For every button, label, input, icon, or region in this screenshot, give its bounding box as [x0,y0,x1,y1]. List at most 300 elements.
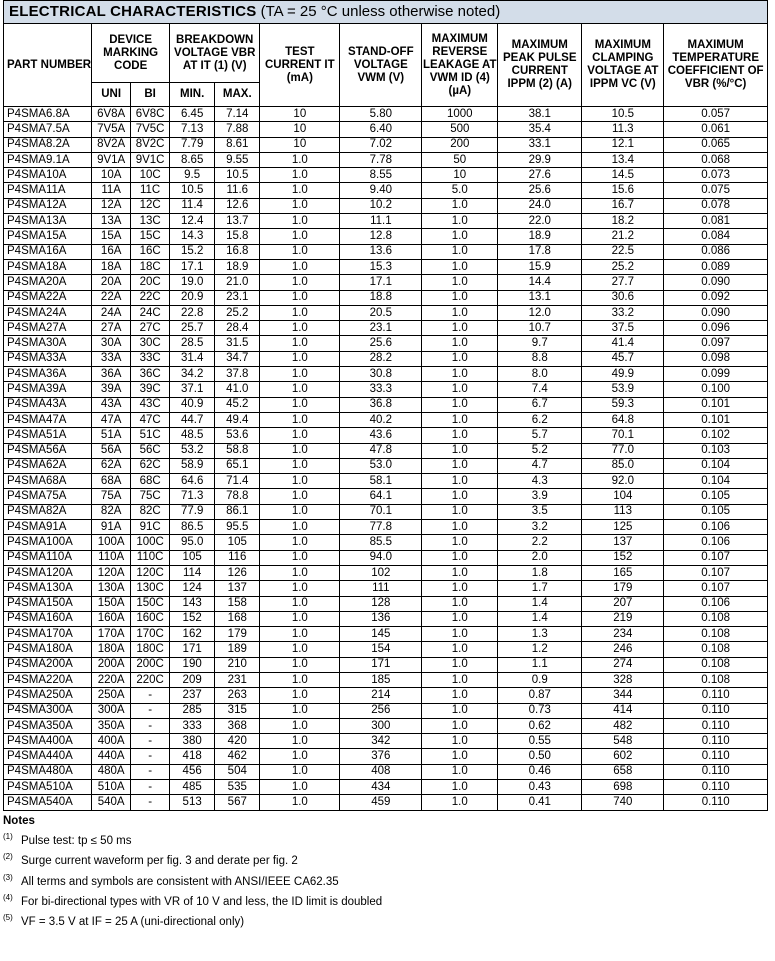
cell-part-number: P4SMA440A [4,749,92,764]
cell-clamping-voltage: 22.5 [582,244,664,259]
cell-vbr-min: 285 [170,703,215,718]
cell-marking-uni: 300A [92,703,131,718]
cell-test-current: 1.0 [260,152,340,167]
cell-part-number: P4SMA150A [4,596,92,611]
cell-reverse-leakage: 500 [422,122,498,137]
cell-marking-bi: 47C [131,412,170,427]
cell-marking-bi: 12C [131,198,170,213]
cell-standoff-voltage: 43.6 [340,428,422,443]
cell-clamping-voltage: 59.3 [582,397,664,412]
cell-marking-bi: 39C [131,382,170,397]
cell-peak-pulse-current: 0.62 [498,718,582,733]
cell-peak-pulse-current: 35.4 [498,122,582,137]
cell-marking-uni: 20A [92,275,131,290]
cell-marking-uni: 30A [92,336,131,351]
cell-marking-bi: 68C [131,474,170,489]
table-row [4,275,768,290]
cell-vbr-max: 210 [215,657,260,672]
cell-marking-uni: 56A [92,443,131,458]
cell-reverse-leakage: 1.0 [422,229,498,244]
cell-clamping-voltage: 53.9 [582,382,664,397]
note-item [3,829,768,849]
cell-temp-coefficient: 0.107 [664,550,768,565]
table-row [4,428,768,443]
header-max: MAX. [215,83,260,107]
cell-reverse-leakage: 1.0 [422,474,498,489]
cell-clamping-voltage: 92.0 [582,474,664,489]
cell-reverse-leakage: 1.0 [422,397,498,412]
cell-clamping-voltage: 16.7 [582,198,664,213]
cell-test-current: 1.0 [260,642,340,657]
cell-test-current: 10 [260,107,340,122]
cell-test-current: 1.0 [260,275,340,290]
cell-part-number: P4SMA180A [4,642,92,657]
cell-peak-pulse-current: 1.3 [498,627,582,642]
cell-peak-pulse-current: 22.0 [498,214,582,229]
cell-standoff-voltage: 5.80 [340,107,422,122]
cell-vbr-max: 7.14 [215,107,260,122]
cell-marking-bi: - [131,764,170,779]
cell-test-current: 10 [260,137,340,152]
cell-part-number: P4SMA400A [4,734,92,749]
cell-test-current: 1.0 [260,688,340,703]
cell-standoff-voltage: 102 [340,565,422,580]
cell-peak-pulse-current: 9.7 [498,336,582,351]
cell-marking-bi: 30C [131,336,170,351]
cell-vbr-max: 31.5 [215,336,260,351]
cell-peak-pulse-current: 25.6 [498,183,582,198]
cell-standoff-voltage: 15.3 [340,259,422,274]
cell-vbr-min: 456 [170,764,215,779]
cell-vbr-max: 179 [215,627,260,642]
table-row [4,214,768,229]
cell-temp-coefficient: 0.106 [664,596,768,611]
table-row [4,305,768,320]
table-row [4,504,768,519]
cell-peak-pulse-current: 0.43 [498,780,582,795]
cell-vbr-min: 485 [170,780,215,795]
cell-clamping-voltage: 33.2 [582,305,664,320]
cell-vbr-min: 105 [170,550,215,565]
cell-marking-bi: 9V1C [131,152,170,167]
cell-clamping-voltage: 246 [582,642,664,657]
cell-vbr-min: 14.3 [170,229,215,244]
cell-marking-bi: 110C [131,550,170,565]
cell-part-number: P4SMA20A [4,275,92,290]
cell-peak-pulse-current: 0.55 [498,734,582,749]
table-row [4,657,768,672]
cell-reverse-leakage: 1.0 [422,275,498,290]
cell-reverse-leakage: 1000 [422,107,498,122]
cell-part-number: P4SMA62A [4,458,92,473]
cell-marking-bi: 51C [131,428,170,443]
cell-vbr-min: 86.5 [170,520,215,535]
cell-standoff-voltage: 36.8 [340,397,422,412]
cell-test-current: 1.0 [260,672,340,687]
cell-marking-bi: 56C [131,443,170,458]
cell-marking-bi: - [131,749,170,764]
cell-vbr-max: 8.61 [215,137,260,152]
cell-vbr-min: 380 [170,734,215,749]
cell-test-current: 1.0 [260,458,340,473]
cell-part-number: P4SMA56A [4,443,92,458]
cell-marking-bi: 6V8C [131,107,170,122]
cell-vbr-max: 23.1 [215,290,260,305]
cell-marking-bi: 27C [131,321,170,336]
cell-clamping-voltage: 274 [582,657,664,672]
cell-vbr-max: 78.8 [215,489,260,504]
cell-marking-uni: 9V1A [92,152,131,167]
cell-part-number: P4SMA47A [4,412,92,427]
cell-marking-uni: 200A [92,657,131,672]
cell-standoff-voltage: 256 [340,703,422,718]
cell-reverse-leakage: 1.0 [422,565,498,580]
table-row [4,734,768,749]
cell-vbr-max: 126 [215,565,260,580]
cell-vbr-max: 15.8 [215,229,260,244]
note-text: Surge current waveform per fig. 3 and derate per fig. 2 [21,855,298,868]
cell-reverse-leakage: 1.0 [422,382,498,397]
cell-vbr-max: 168 [215,611,260,626]
cell-part-number: P4SMA170A [4,627,92,642]
cell-temp-coefficient: 0.073 [664,168,768,183]
cell-vbr-max: 49.4 [215,412,260,427]
table-row [4,137,768,152]
cell-test-current: 1.0 [260,795,340,810]
table-row [4,152,768,167]
cell-clamping-voltage: 207 [582,596,664,611]
cell-temp-coefficient: 0.104 [664,474,768,489]
cell-peak-pulse-current: 15.9 [498,259,582,274]
table-row [4,198,768,213]
cell-marking-uni: 250A [92,688,131,703]
table-row [4,780,768,795]
cell-vbr-max: 158 [215,596,260,611]
cell-temp-coefficient: 0.075 [664,183,768,198]
cell-vbr-min: 95.0 [170,535,215,550]
table-row [4,351,768,366]
notes-list [3,829,768,931]
cell-temp-coefficient: 0.081 [664,214,768,229]
cell-vbr-max: 504 [215,764,260,779]
table-row [4,122,768,137]
cell-temp-coefficient: 0.106 [664,535,768,550]
cell-marking-uni: 440A [92,749,131,764]
cell-clamping-voltage: 85.0 [582,458,664,473]
cell-standoff-voltage: 70.1 [340,504,422,519]
cell-temp-coefficient: 0.086 [664,244,768,259]
cell-part-number: P4SMA43A [4,397,92,412]
table-body [4,107,768,811]
cell-test-current: 10 [260,122,340,137]
cell-marking-uni: 62A [92,458,131,473]
cell-peak-pulse-current: 8.0 [498,367,582,382]
cell-peak-pulse-current: 7.4 [498,382,582,397]
cell-test-current: 1.0 [260,520,340,535]
cell-reverse-leakage: 1.0 [422,795,498,810]
cell-marking-bi: 100C [131,535,170,550]
cell-part-number: P4SMA6.8A [4,107,92,122]
notes [3,814,768,931]
cell-standoff-voltage: 13.6 [340,244,422,259]
cell-peak-pulse-current: 0.73 [498,703,582,718]
cell-test-current: 1.0 [260,214,340,229]
cell-marking-uni: 120A [92,565,131,580]
cell-test-current: 1.0 [260,412,340,427]
table-row [4,443,768,458]
cell-test-current: 1.0 [260,749,340,764]
cell-reverse-leakage: 1.0 [422,780,498,795]
cell-temp-coefficient: 0.107 [664,565,768,580]
cell-test-current: 1.0 [260,428,340,443]
cell-vbr-min: 10.5 [170,183,215,198]
cell-marking-bi: - [131,688,170,703]
cell-peak-pulse-current: 0.87 [498,688,582,703]
cell-vbr-min: 11.4 [170,198,215,213]
cell-marking-uni: 16A [92,244,131,259]
cell-marking-uni: 12A [92,198,131,213]
cell-reverse-leakage: 1.0 [422,214,498,229]
cell-standoff-voltage: 7.78 [340,152,422,167]
cell-reverse-leakage: 1.0 [422,611,498,626]
cell-marking-bi: 16C [131,244,170,259]
cell-clamping-voltage: 41.4 [582,336,664,351]
cell-reverse-leakage: 1.0 [422,627,498,642]
cell-temp-coefficient: 0.084 [664,229,768,244]
cell-peak-pulse-current: 38.1 [498,107,582,122]
cell-temp-coefficient: 0.065 [664,137,768,152]
cell-standoff-voltage: 185 [340,672,422,687]
table-row [4,107,768,122]
cell-peak-pulse-current: 6.7 [498,397,582,412]
cell-standoff-voltage: 9.40 [340,183,422,198]
cell-reverse-leakage: 1.0 [422,321,498,336]
cell-part-number: P4SMA10A [4,168,92,183]
cell-clamping-voltage: 77.0 [582,443,664,458]
cell-marking-uni: 480A [92,764,131,779]
cell-marking-uni: 15A [92,229,131,244]
cell-test-current: 1.0 [260,703,340,718]
cell-clamping-voltage: 25.2 [582,259,664,274]
cell-clamping-voltage: 45.7 [582,351,664,366]
cell-marking-bi: 22C [131,290,170,305]
cell-part-number: P4SMA30A [4,336,92,351]
cell-test-current: 1.0 [260,229,340,244]
cell-standoff-voltage: 171 [340,657,422,672]
cell-marking-uni: 39A [92,382,131,397]
cell-vbr-max: 34.7 [215,351,260,366]
cell-clamping-voltage: 165 [582,565,664,580]
cell-test-current: 1.0 [260,443,340,458]
cell-temp-coefficient: 0.103 [664,443,768,458]
note-text: All terms and symbols are consistent with ANSI/IEEE CA62.35 [21,875,339,888]
cell-reverse-leakage: 10 [422,168,498,183]
cell-part-number: P4SMA8.2A [4,137,92,152]
cell-vbr-max: 137 [215,581,260,596]
table-row [4,259,768,274]
cell-vbr-max: 7.88 [215,122,260,137]
cell-marking-bi: - [131,703,170,718]
cell-standoff-voltage: 145 [340,627,422,642]
cell-clamping-voltage: 344 [582,688,664,703]
cell-test-current: 1.0 [260,336,340,351]
cell-vbr-max: 58.8 [215,443,260,458]
cell-marking-bi: 180C [131,642,170,657]
cell-vbr-max: 13.7 [215,214,260,229]
cell-standoff-voltage: 136 [340,611,422,626]
cell-vbr-min: 53.2 [170,443,215,458]
cell-temp-coefficient: 0.099 [664,367,768,382]
cell-peak-pulse-current: 1.1 [498,657,582,672]
note-marker: (1) [3,832,13,842]
cell-test-current: 1.0 [260,183,340,198]
cell-vbr-min: 37.1 [170,382,215,397]
cell-vbr-min: 209 [170,672,215,687]
cell-vbr-min: 114 [170,565,215,580]
cell-clamping-voltage: 602 [582,749,664,764]
cell-vbr-max: 189 [215,642,260,657]
cell-reverse-leakage: 1.0 [422,734,498,749]
cell-vbr-max: 420 [215,734,260,749]
cell-marking-bi: 160C [131,611,170,626]
cell-part-number: P4SMA75A [4,489,92,504]
cell-part-number: P4SMA82A [4,504,92,519]
cell-reverse-leakage: 1.0 [422,520,498,535]
cell-temp-coefficient: 0.110 [664,764,768,779]
cell-vbr-max: 315 [215,703,260,718]
cell-marking-bi: - [131,780,170,795]
note-item [3,890,768,910]
cell-standoff-voltage: 33.3 [340,382,422,397]
cell-temp-coefficient: 0.106 [664,520,768,535]
cell-marking-bi: 8V2C [131,137,170,152]
cell-reverse-leakage: 1.0 [422,718,498,733]
cell-vbr-min: 190 [170,657,215,672]
cell-peak-pulse-current: 1.4 [498,611,582,626]
cell-marking-bi: 11C [131,183,170,198]
cell-standoff-voltage: 47.8 [340,443,422,458]
cell-vbr-max: 12.6 [215,198,260,213]
cell-vbr-max: 11.6 [215,183,260,198]
cell-vbr-max: 10.5 [215,168,260,183]
cell-part-number: P4SMA16A [4,244,92,259]
cell-temp-coefficient: 0.110 [664,780,768,795]
cell-vbr-min: 418 [170,749,215,764]
cell-standoff-voltage: 128 [340,596,422,611]
note-item [3,870,768,890]
cell-temp-coefficient: 0.110 [664,718,768,733]
cell-vbr-max: 25.2 [215,305,260,320]
header-uni: UNI [92,83,131,107]
header-clamping-voltage: MAXIMUM CLAMPING VOLTAGE AT IPPM VC (V) [582,24,664,107]
cell-standoff-voltage: 94.0 [340,550,422,565]
table-row [4,321,768,336]
cell-test-current: 1.0 [260,565,340,580]
cell-part-number: P4SMA68A [4,474,92,489]
cell-test-current: 1.0 [260,611,340,626]
cell-standoff-voltage: 25.6 [340,336,422,351]
header-standoff-voltage: STAND-OFF VOLTAGE VWM (V) [340,24,422,107]
cell-marking-bi: 18C [131,259,170,274]
cell-peak-pulse-current: 3.9 [498,489,582,504]
table-row [4,290,768,305]
cell-clamping-voltage: 37.5 [582,321,664,336]
cell-marking-uni: 18A [92,259,131,274]
cell-reverse-leakage: 1.0 [422,764,498,779]
cell-standoff-voltage: 300 [340,718,422,733]
cell-reverse-leakage: 1.0 [422,458,498,473]
cell-temp-coefficient: 0.101 [664,412,768,427]
cell-clamping-voltage: 27.7 [582,275,664,290]
cell-standoff-voltage: 64.1 [340,489,422,504]
cell-standoff-voltage: 17.1 [340,275,422,290]
cell-vbr-max: 21.0 [215,275,260,290]
header-breakdown-voltage: BREAKDOWN VOLTAGE VBR AT IT (1) (V) [170,24,260,83]
cell-part-number: P4SMA300A [4,703,92,718]
cell-vbr-min: 77.9 [170,504,215,519]
table-row [4,412,768,427]
cell-reverse-leakage: 1.0 [422,336,498,351]
cell-temp-coefficient: 0.090 [664,305,768,320]
cell-vbr-max: 16.8 [215,244,260,259]
cell-standoff-voltage: 7.02 [340,137,422,152]
cell-standoff-voltage: 8.55 [340,168,422,183]
cell-test-current: 1.0 [260,581,340,596]
cell-marking-uni: 91A [92,520,131,535]
cell-vbr-min: 152 [170,611,215,626]
cell-marking-uni: 220A [92,672,131,687]
cell-standoff-voltage: 40.2 [340,412,422,427]
cell-clamping-voltage: 740 [582,795,664,810]
cell-part-number: P4SMA7.5A [4,122,92,137]
cell-part-number: P4SMA24A [4,305,92,320]
cell-part-number: P4SMA100A [4,535,92,550]
cell-vbr-max: 41.0 [215,382,260,397]
cell-peak-pulse-current: 1.2 [498,642,582,657]
cell-test-current: 1.0 [260,718,340,733]
note-marker: (3) [3,872,13,882]
cell-vbr-max: 9.55 [215,152,260,167]
cell-standoff-voltage: 214 [340,688,422,703]
cell-part-number: P4SMA36A [4,367,92,382]
cell-peak-pulse-current: 1.4 [498,596,582,611]
note-item [3,849,768,869]
table-row [4,336,768,351]
cell-marking-bi: 220C [131,672,170,687]
cell-test-current: 1.0 [260,198,340,213]
cell-marking-uni: 160A [92,611,131,626]
cell-vbr-min: 64.6 [170,474,215,489]
cell-marking-uni: 24A [92,305,131,320]
cell-reverse-leakage: 1.0 [422,672,498,687]
cell-vbr-max: 462 [215,749,260,764]
header-device-marking: DEVICE MARKING CODE [92,24,170,83]
cell-test-current: 1.0 [260,504,340,519]
table-row [4,535,768,550]
cell-reverse-leakage: 1.0 [422,642,498,657]
table-row [4,764,768,779]
cell-peak-pulse-current: 4.7 [498,458,582,473]
cell-temp-coefficient: 0.068 [664,152,768,167]
header-peak-pulse-current: MAXIMUM PEAK PULSE CURRENT IPPM (2) (A) [498,24,582,107]
cell-peak-pulse-current: 24.0 [498,198,582,213]
cell-standoff-voltage: 30.8 [340,367,422,382]
cell-part-number: P4SMA91A [4,520,92,535]
cell-test-current: 1.0 [260,474,340,489]
cell-peak-pulse-current: 5.7 [498,428,582,443]
cell-marking-bi: 120C [131,565,170,580]
cell-test-current: 1.0 [260,734,340,749]
